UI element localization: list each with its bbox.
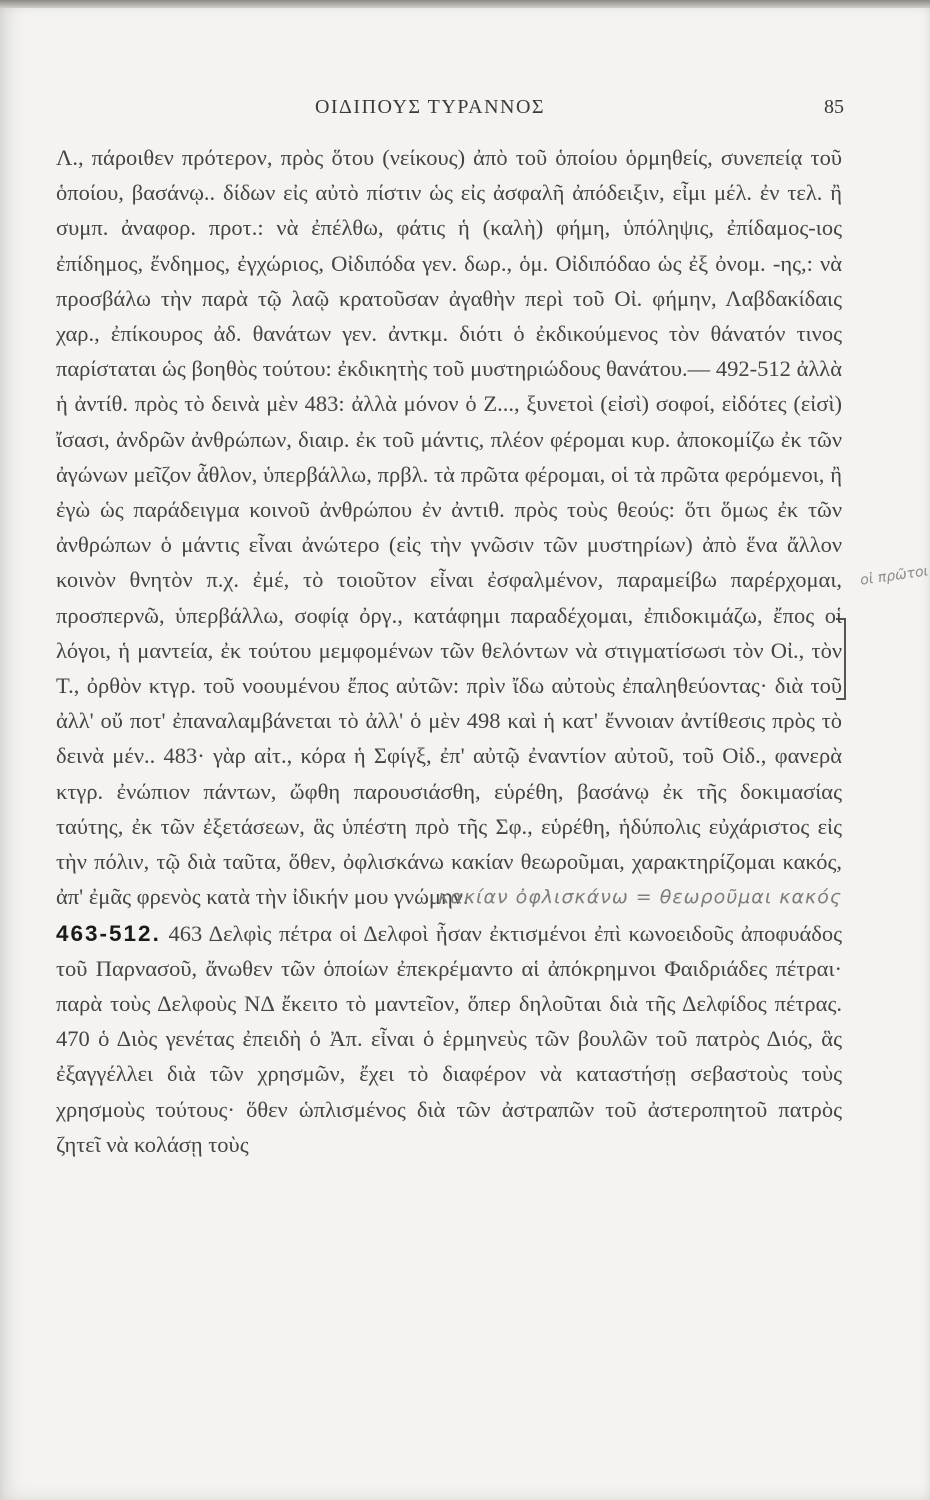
page-header — [0, 96, 930, 126]
margin-note: οἱ πρῶτοι — [859, 563, 930, 589]
entry-verse-range: 463-512. — [56, 920, 161, 946]
scan-top-edge — [0, 0, 930, 8]
commentary-entry — [56, 916, 842, 1162]
commentary-body — [56, 140, 842, 1162]
running-title: ΟΙΔΙΠΟΥΣ ΤΥΡΑΝΝΟΣ — [314, 96, 546, 118]
handwritten-annotation: κακίαν ὀφλισκάνω = θεωροῦμαι κακός — [438, 886, 842, 909]
page-number: 85 — [824, 96, 844, 118]
commentary-paragraph: Λ., πάροιθεν πρότερον, πρὸς ὅτου (νείκους) ἀπὸ τοῦ ὁποίου ὁρμηθείς, συνεπείᾳ τοῦ ὁποίου, βασάνῳ.. δίδων εἰς αὐτὸ πίστιν ὡς εἰς ἀσφαλῆ ἀπόδειξιν, εἶμι μέλ. ἐν τελ. ἢ συμπ. ἀναφορ. προτ.: νὰ ἐπέλθω, φάτις ἡ (καλὴ) φήμη, ὑπόληψις, ἐπίδαμος-ιος ἐπίδημος, ἔνδημος, ἐγχώριος, Οἰδιπόδα γεν. δωρ., ὁμ. Οἰδιπόδαο ὡς ἐξ ὀνομ. -ης,: νὰ προσβάλω τὴν παρὰ τῷ λαῷ κρατοῦσαν ἀγαθὴν περὶ τοῦ Οἰ. φήμην, Λαβδακίδαις χαρ., ἐπίκουρος ἀδ. θανάτων γεν. ἀντκμ. διότι ὁ ἐκδικούμενος τὸν θάνατόν τινος παρίσταται ὡς βοηθὸς τούτου: ἐκδικητὴς τοῦ μυστηριώδους θανάτου.— 492-512 ἀλλὰ ἡ ἀντίθ. πρὸς τὸ δεινὰ μὲν 483: ἀλλὰ μόνον ὁ Ζ..., ξυνετοὶ (εἰσὶ) σοφοί, εἰδότες (εἰσὶ) ἴσασι, ἀνδρῶν ἀνθρώπων, διαιρ. ἐκ τοῦ μάντις, πλέον φέρομαι κυρ. ἀποκομίζω ἐκ τῶν ἀγώνων μεῖζον ἆθλον, ὑπερβάλλω, πρβλ. τὰ πρῶτα φέρομαι, οἱ τὰ πρῶτα φερόμενοι, ἢ ἐγὼ ὡς παράδειγμα κοινοῦ ἀνθρώπου ἐν ἀντιθ. πρὸς τοὺς θεούς: ὅτι ὅμως ἐκ τῶν ἀνθρώπων ὁ μάντις εἶναι ἀνώτερο (εἰς τὴν γνῶσιν τῶν μυστηρίων) ἀπὸ ἕνα ἄλλον κοινὸν θνητὸν π.χ. ἐμέ, τὸ τοιοῦτον εἶναι ἐσφαλμένον, παραμείβω παρέρχομαι, προσπερνῶ, ὑπερβάλλω, σοφίᾳ ὀργ., κατάφημι παραδέχομαι, ἐπιδοκιμάζω, ἔπος οἱ λόγοι, ἡ μαντεία, ἐκ τούτου μεμφομένων τῶν θελόντων νὰ στιγματίσωσι τὸν Οἰ., τὸν Τ., ὀρθὸν κτγρ. τοῦ νοουμένου ἔπος αὐτῶν: πρὶν ἴδω αὐτοὺς ἐπαληθεύοντας· διὰ τοῦ ἀλλ' οὔ ποτ' ἐπαναλαμβάνεται τὸ ἀλλ' ὁ μὲν 498 καὶ ἡ κατ' ἔννοιαν ἀντίθεσις πρὸς τὸ δεινὰ μέν.. 483· γὰρ αἰτ., κόρα ἡ Σφίγξ, ἐπ' αὐτῷ ἐναντίον αὐτοῦ, τοῦ Οἰδ., φανερὰ κτγρ. ἐνώπιον πάντων, ὤφθη παρουσιάσθη, εὑρέθη, βασάνῳ ἐκ τῆς δοκιμασίας ταύτης, ἐκ τῶν ἐξετάσεων, ἃς ὑπέστη πρὸ τῆς Σφ., εὑρέθη, ἡδύπολις εὐχάριστος εἰς τὴν πόλιν, τῷ διὰ ταῦτα, ὅθεν, ὀφλισκάνω κακίαν θεωροῦμαι, χαρακτηρίζομαι κακός, ἀπ' ἐμᾶς φρενὸς κατὰ τὴν ἰδικήν μου γνώμην. — [56, 145, 842, 910]
entry-text: 463 Δελφὶς πέτρα οἱ Δελφοὶ ἦσαν ἐκτισμένοι ἐπὶ κωνοειδοῦς ἀποφυάδος τοῦ Παρνασοῦ, ἄνωθεν τῶν ὁποίων ἐπεκρέμαντο αἱ ἀπόκρημνοι Φαιδριάδες πέτραι· παρὰ τοὺς Δελφοὺς ΝΔ ἔκειτο τὸ μαντεῖον, ὅπερ δηλοῦται διὰ τῆς Δελφίδος πέτρας. 470 ὁ Διὸς γενέτας ἐπειδὴ ὁ Ἀπ. εἶναι ὁ ἑρμηνεὺς τῶν βουλῶν τοῦ πατρὸς Διός, ἃς ἐξαγγέλλει διὰ τῶν χρησμῶν, ἔχει τὸ διαφέρον νὰ καταστήσῃ σεβαστοὺς τοὺς χρησμοὺς τούτους· ὅθεν ὡπλισμένος διὰ τῶν ἀστραπῶν τοῦ ἀστεροπητοῦ πατρὸς ζητεῖ νὰ κολάσῃ τοὺς — [56, 920, 843, 1157]
